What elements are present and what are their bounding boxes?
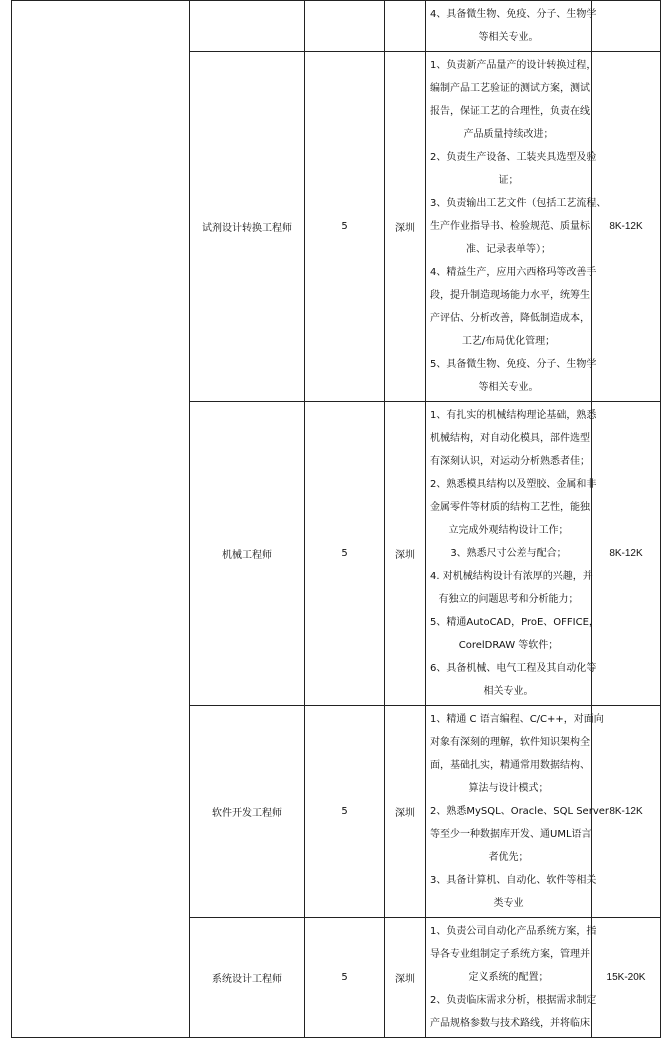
requirement-line: 类专业 bbox=[493, 898, 524, 909]
table-row bbox=[12, 1, 661, 52]
requirement-line: 5、精通AutoCAD，ProE、OFFICE， bbox=[430, 617, 599, 628]
requirement-line: 4、精益生产，应用六西格玛等改善手 bbox=[430, 267, 597, 278]
requirements-cell bbox=[426, 1, 597, 52]
salary-cell: 8K-12K bbox=[592, 402, 661, 706]
location-cell: 深圳 bbox=[385, 918, 426, 1038]
job-title-cell: 系统设计工程师 bbox=[190, 918, 305, 1038]
requirement-line: 2、熟悉MySQL、Oracle、SQL Server bbox=[430, 806, 609, 817]
requirement-line: CorelDRAW 等软件； bbox=[458, 640, 559, 651]
headcount-cell: 5 bbox=[305, 402, 385, 706]
requirement-line: 金属零件等材质的结构工艺性，能独 bbox=[430, 502, 590, 513]
salary-cell: 8K-12K bbox=[592, 706, 661, 918]
requirements-cell bbox=[426, 402, 599, 706]
requirement-line: 证； bbox=[498, 175, 519, 186]
requirements-cell bbox=[426, 52, 607, 402]
requirement-line: 算法与设计模式； bbox=[468, 783, 549, 794]
location-cell: 深圳 bbox=[385, 402, 426, 706]
requirements-cell bbox=[426, 706, 609, 918]
requirement-line: 定义系统的配置； bbox=[468, 972, 549, 983]
requirement-line: 段，提升制造现场能力水平，统筹生 bbox=[430, 290, 590, 301]
requirement-line: 对象有深刻的理解，软件知识架构全 bbox=[430, 737, 590, 748]
requirement-line: 相关专业。 bbox=[483, 686, 534, 697]
requirement-line: 2、负责临床需求分析，根据需求制定 bbox=[430, 995, 597, 1006]
requirement-line: 1、负责公司自动化产品系统方案，指 bbox=[430, 926, 597, 937]
requirement-line: 等相关专业。 bbox=[478, 32, 539, 43]
requirement-line: 4、具备微生物、免疫、分子、生物学 bbox=[430, 9, 597, 20]
location-cell: 深圳 bbox=[385, 706, 426, 918]
requirement-line: 1、负责新产品量产的设计转换过程， bbox=[430, 60, 597, 71]
requirement-line: 2、熟悉模具结构以及塑胶、金属和非 bbox=[430, 479, 597, 490]
salary-cell: 15K-20K bbox=[592, 918, 661, 1038]
requirement-line: 有深刻认识，对运动分析熟悉者佳； bbox=[430, 456, 590, 467]
requirement-line: 等至少一种数据库开发、通UML语言 bbox=[430, 829, 592, 840]
job-title-cell: 软件开发工程师 bbox=[190, 706, 305, 918]
requirement-line: 等相关专业。 bbox=[478, 382, 539, 393]
requirement-line: 面，基础扎实，精通常用数据结构、 bbox=[430, 760, 590, 771]
requirement-line: 生产作业指导书、检验规范、质量标 bbox=[430, 221, 590, 232]
requirement-line: 者优先； bbox=[488, 852, 529, 863]
requirement-line: 3、负责输出工艺文件（包括工艺流程、 bbox=[430, 198, 607, 209]
requirement-line: 产品质量持续改进； bbox=[463, 129, 554, 140]
requirement-line: 产品规格参数与技术路线，并将临床 bbox=[430, 1018, 590, 1029]
requirement-line: 报告，保证工艺的合理性，负责在线 bbox=[430, 106, 590, 117]
requirement-line: 2、负责生产设备、工装夹具选型及验 bbox=[430, 152, 597, 163]
requirement-line: 机械结构，对自动化模具，部件选型 bbox=[430, 433, 590, 444]
requirement-line: 3、具备计算机、自动化、软件等相关 bbox=[430, 875, 597, 886]
requirement-line: 立完成外观结构设计工作； bbox=[448, 525, 569, 536]
requirements-cell bbox=[426, 918, 597, 1038]
requirement-line: 1、精通 C 语言编程、C/C++，对面向 bbox=[430, 714, 604, 725]
requirement-line: 导各专业组制定子系统方案，管理并 bbox=[430, 949, 590, 960]
requirement-line: 工艺/布局优化管理； bbox=[461, 336, 556, 347]
location-cell: 深圳 bbox=[385, 52, 426, 402]
job-title-cell bbox=[190, 1, 305, 52]
headcount-cell: 5 bbox=[305, 706, 385, 918]
requirement-line: 有独立的问题思考和分析能力； bbox=[438, 594, 579, 605]
headcount-cell: 5 bbox=[305, 52, 385, 402]
headcount-cell bbox=[305, 1, 385, 52]
job-listing-table bbox=[11, 0, 661, 1038]
headcount-cell: 5 bbox=[305, 918, 385, 1038]
salary-cell bbox=[592, 1, 661, 52]
job-title-cell: 机械工程师 bbox=[190, 402, 305, 706]
requirement-line: 1、有扎实的机械结构理论基础，熟悉 bbox=[430, 410, 597, 421]
salary-cell: 8K-12K bbox=[592, 52, 661, 402]
job-title-cell: 试剂设计转换工程师 bbox=[190, 52, 305, 402]
requirement-line: 6、具备机械、电气工程及其自动化等 bbox=[430, 663, 597, 674]
requirement-line: 编制产品工艺验证的测试方案，测试 bbox=[430, 83, 590, 94]
requirement-line: 5、具备微生物、免疫、分子、生物学 bbox=[430, 359, 597, 370]
requirement-line: 4. 对机械结构设计有浓厚的兴趣，并 bbox=[430, 571, 593, 582]
requirement-line: 准、记录表单等）； bbox=[466, 244, 551, 255]
requirement-line: 3、熟悉尺寸公差与配合； bbox=[450, 548, 567, 559]
requirement-line: 产评估、分析改善，降低制造成本， bbox=[430, 313, 590, 324]
location-cell bbox=[385, 1, 426, 52]
table-cell-category bbox=[12, 1, 190, 1038]
